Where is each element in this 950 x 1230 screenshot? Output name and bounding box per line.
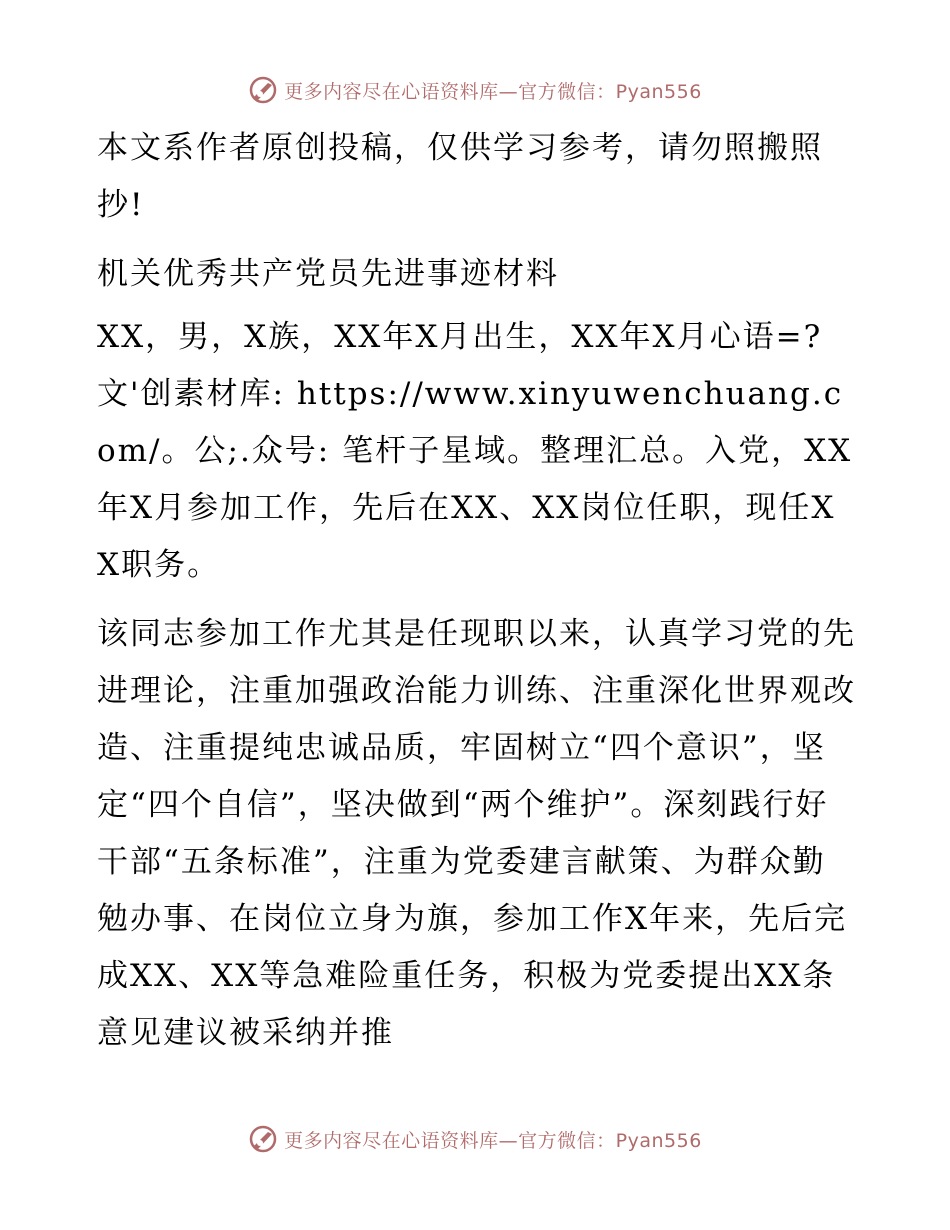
brush-logo-icon bbox=[248, 1124, 278, 1154]
document-body bbox=[97, 120, 857, 1074]
disclaimer-paragraph: 本文系作者原创投稿，仅供学习参考，请勿照搬照抄! bbox=[97, 130, 823, 223]
profile-paragraph: XX，男，X族，XX年X月出生，XX年X月心语=?文'创素材库: https://www.xinyuwenchuang.com/。公;.众号: 笔杆子星域。整理汇总。入党，XX年X月参加工作，先后在XX、XX岗位任职，现任XX职务。 bbox=[97, 319, 853, 583]
watermark-text: 更多内容尽在心语资料库—官方微信：Pyan556 bbox=[284, 80, 702, 103]
watermark-text: 更多内容尽在心语资料库—官方微信：Pyan556 bbox=[284, 1129, 702, 1152]
brush-logo-icon bbox=[248, 75, 278, 105]
header-watermark bbox=[0, 70, 950, 110]
deeds-paragraph: 该同志参加工作尤其是任现职以来，认真学习党的先进理论，注重加强政治能力训练、注重深化世界观改造、注重提纯忠诚品质，牢固树立“四个意识”，坚定“四个自信”，坚决做到“两个维护”。深刻践行好干部“五条标准”，注重为党委建言献策、为群众勤勉办事、在岗位立身为旗，参加工作X年来，先后完成XX、XX等急难险重任务，积极为党委提出XX条意见建议被采纳并推 bbox=[97, 616, 856, 1051]
document-title: 机关优秀共产党员先进事迹材料 bbox=[97, 256, 559, 292]
footer-watermark bbox=[0, 1119, 950, 1159]
